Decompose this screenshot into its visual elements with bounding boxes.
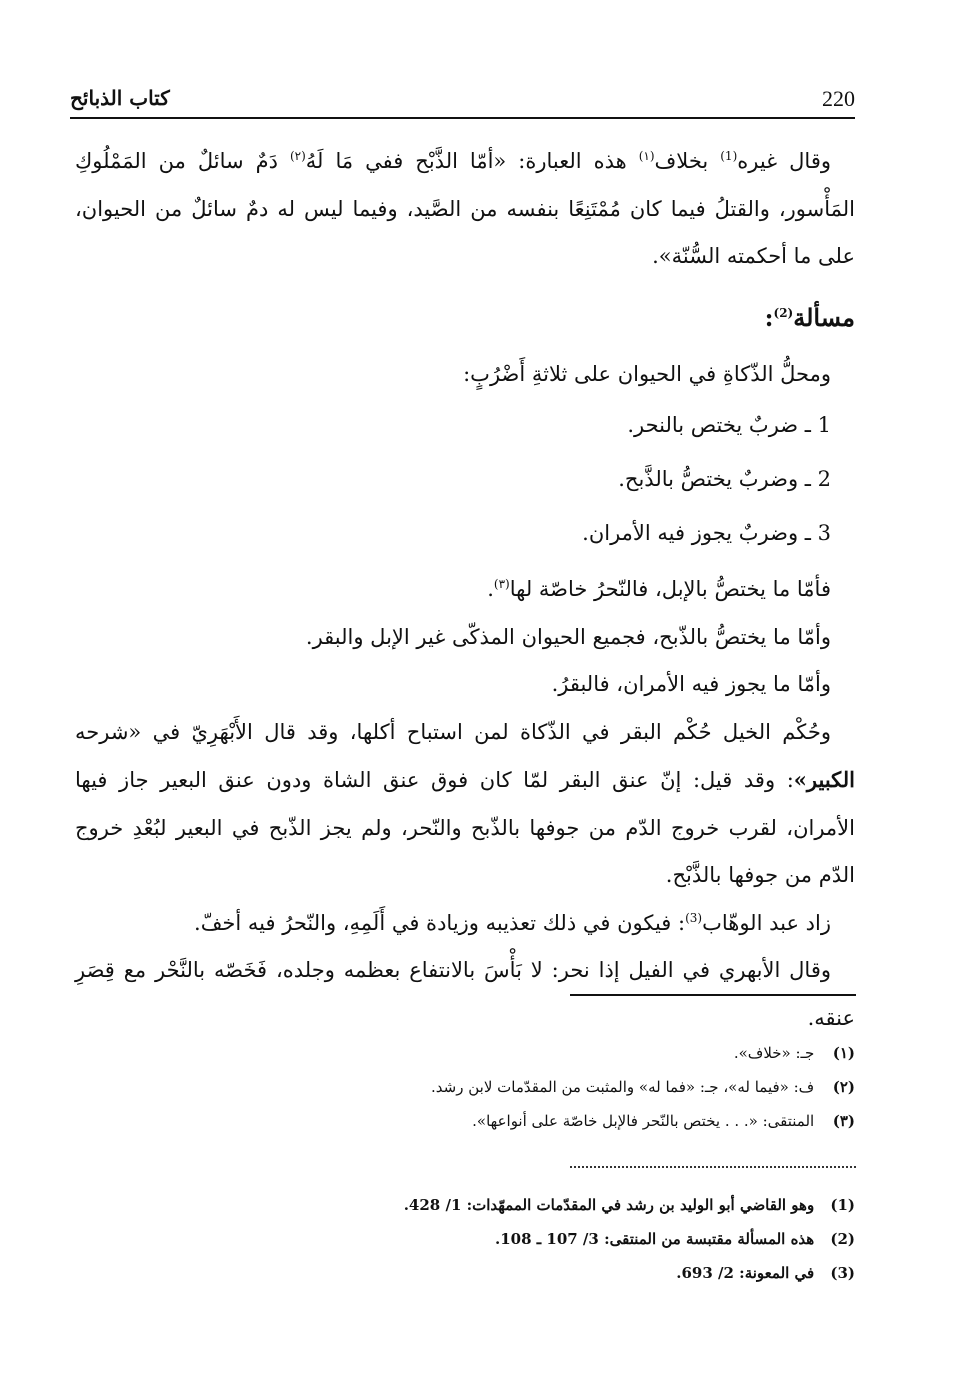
- footnote: (3) في المعونة: 2/ 693.: [676, 1264, 855, 1282]
- footnote-ref: (2): [773, 305, 794, 320]
- header-rule: [70, 117, 855, 119]
- page-header: [70, 86, 855, 120]
- list-item: 3 ـ وضربٌ يجوز فيه الأمران.: [582, 521, 831, 545]
- footnote-ref: (3): [685, 910, 703, 925]
- paragraph-2: ومحلُّ الذّكاةِ في الحيوان على ثلاثةِ أَضْرُبٍ:: [463, 361, 831, 386]
- footnotes-sources: [260, 1188, 855, 1290]
- footnote-divider: [570, 994, 856, 996]
- footnote: (1) وهو القاضي أبو الوليد بن رشد في المقدّمات الممهّدات: 1/ 428.: [403, 1196, 855, 1214]
- footnote: (2) هذه المسألة مقتبسة من المنتقى: 3/ 107 ـ 108.: [495, 1230, 855, 1248]
- paragraph-6: وحُكْم الخيل حُكْم البقر في الذّكاة لمن استباح أكلها، وقد قال الأَبْهَرِيّ في «شرحه الكبير»: وقد قيل: إنّ عنق البقر لمّا كان فوق عنق الشاة ودون عنق البعير جاز فيها الأمران، لقرب خروج الدّم من جوفها بالذّبح والنّحر، ولم يجز الذّبح في البعير لبُعْدِ خروج الدّم من جوفها بالذَّبْح.: [75, 719, 855, 887]
- numbered-list: [75, 398, 855, 560]
- section-heading: مسألة$^{(2)}$:: [764, 302, 855, 332]
- list-item: 2 ـ وضربٌ يختصُّ بالذَّبح.: [618, 467, 831, 491]
- paragraph-1: وقال غيره$^{(1)}$ بخلاف$^{(١)}$ هذه العبارة: «أمّا الذَّبْح ففي مَا لَهُ$^{(٢)}$ دَمٌ سائلٌ من المَمْلُوكِ المَأْسور، والقتلُ فيما كان مُمْتَنِعًا بنفسه من الصَّيد، وفيما ليس له دمٌ سائلٌ من الحيوان، على ما أحكمته السُّنّة».: [75, 149, 855, 268]
- footnotes-editor: [260, 1036, 855, 1138]
- footnote-ref: (٢): [289, 149, 306, 163]
- paragraph-3: فأمّا ما يختصُّ بالإبل، فالنّحرُ خاصّة لها$^{(٣)}$.: [487, 577, 831, 601]
- paragraph-5: وأمّا ما يجوز فيه الأمران، فالبقرُ.: [551, 672, 831, 696]
- paragraph-8: وقال الأبهري في الفيل إذا نحر: لا بَأْسَ بالانتفاع بعظمه وجلده، فَخَصّه بالنَّحْر مع قِصَرِ عنقه.: [75, 958, 855, 1030]
- paragraph-4: وأمّا ما يختصُّ بالذّبح، فجميع الحيوان المذكّى غير الإبل والبقر.: [305, 624, 831, 649]
- running-title: كتاب الذبائح: [70, 86, 170, 110]
- footnote: (١) جـ: «خلاف».: [733, 1044, 855, 1062]
- footnote: (٣) المنتقى: «. . . يختص بالنّحر فالإبل خاصّة على أنواعها».: [472, 1112, 855, 1130]
- main-text: [75, 138, 855, 1042]
- list-item: 1 ـ ضربٌ يختص بالنحر.: [627, 413, 831, 437]
- page-number: 220: [822, 86, 855, 111]
- paragraph-7: زاد عبد الوهّاب$^{(3)}$: فيكون في ذلك تعذيبه وزيادة في أَلَمِهِ، والنّحرُ فيه أخفّ.: [194, 910, 831, 935]
- footnote: (٢) ف: «فيما له»، جـ: «فما له» والمثبت من المقدّمات لابن رشد.: [431, 1078, 855, 1096]
- footnote-ref: (1): [720, 149, 738, 163]
- footnote-ref: (٣): [493, 577, 510, 591]
- footnote-dotted-divider: [570, 1166, 856, 1168]
- footnote-ref: (١): [638, 149, 655, 163]
